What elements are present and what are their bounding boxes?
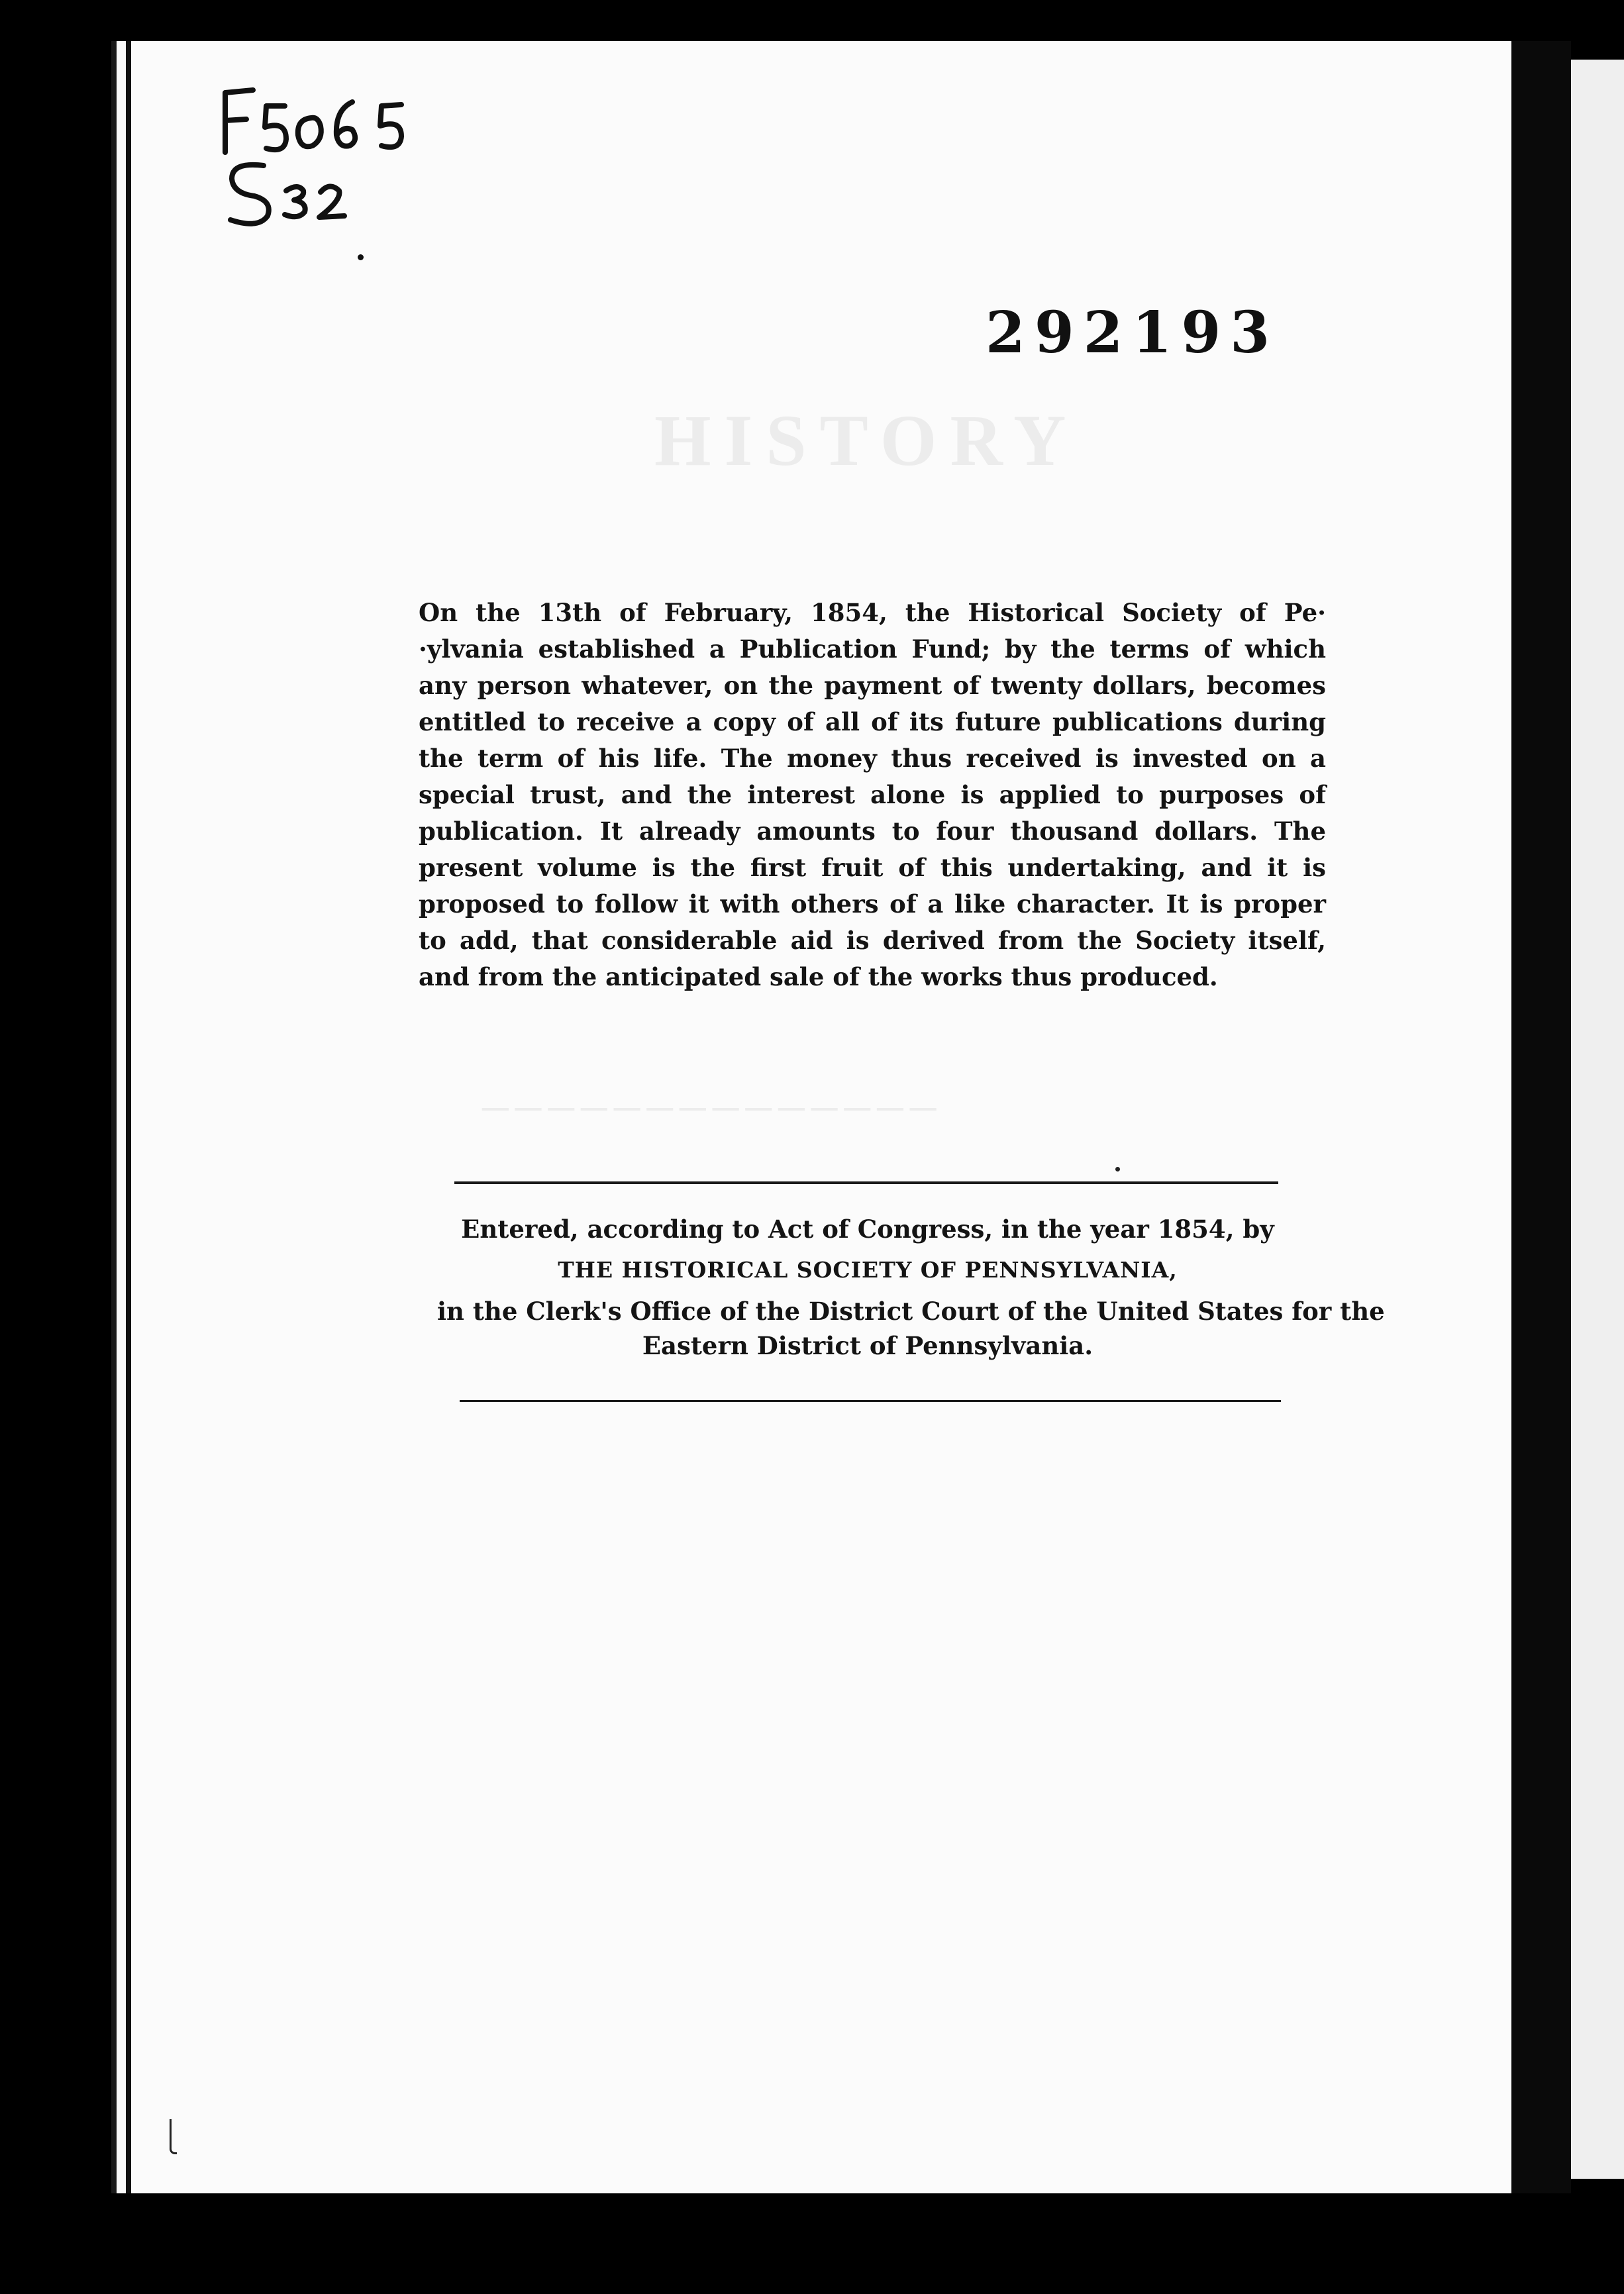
copyright-notice [437,1209,1385,1360]
copyright-society-name: THE HISTORICAL SOCIETY OF PENNSYLVANIA, [558,1257,1178,1283]
handwritten-call-number [212,79,437,238]
publication-fund-notice: On the 13th of February, 1854, the Historical Society of Pe· ·ylvania established a Publication Fund; by the terms of which any person whatever, on the payment of twenty dollars, becomes entitled to receive a copy of all of its future publications during the term of his life. The money thus received is invested on a special trust, and the interest alone is applied to purposes of publication. It already amounts to four thousand dollars. The present volume is the first fruit of this undertaking, and it is proposed to follow it with others of a like character. It is proper to add, that considerable aid is derived from the Society itself, and from the anticipated sale of the works thus produced. [419,598,1326,991]
copyright-line-3: in the Clerk's Office of the District Court of the United States for the [437,1297,1385,1326]
top-rule [454,1181,1278,1184]
copyright-line-4: Eastern District of Pennsylvania. [642,1331,1093,1360]
handwritten-call-number-image [212,79,437,238]
copyright-line-1: Entered, according to Act of Congress, in the year 1854, by [461,1215,1274,1244]
ink-dot [1115,1167,1120,1172]
ink-dot [358,254,364,260]
shelfmark-number: 292193 [986,299,1280,366]
show-through-title: HISTORY [654,400,1080,481]
facing-page-edge [1571,60,1624,2179]
show-through-line: ────────────── [482,1088,943,1129]
page-gutter-shadow [1511,41,1571,2193]
bottom-rule [460,1400,1281,1402]
scanned-page [111,41,1511,2193]
margin-pencil-mark [170,2119,177,2154]
binding-edge [111,41,151,2193]
